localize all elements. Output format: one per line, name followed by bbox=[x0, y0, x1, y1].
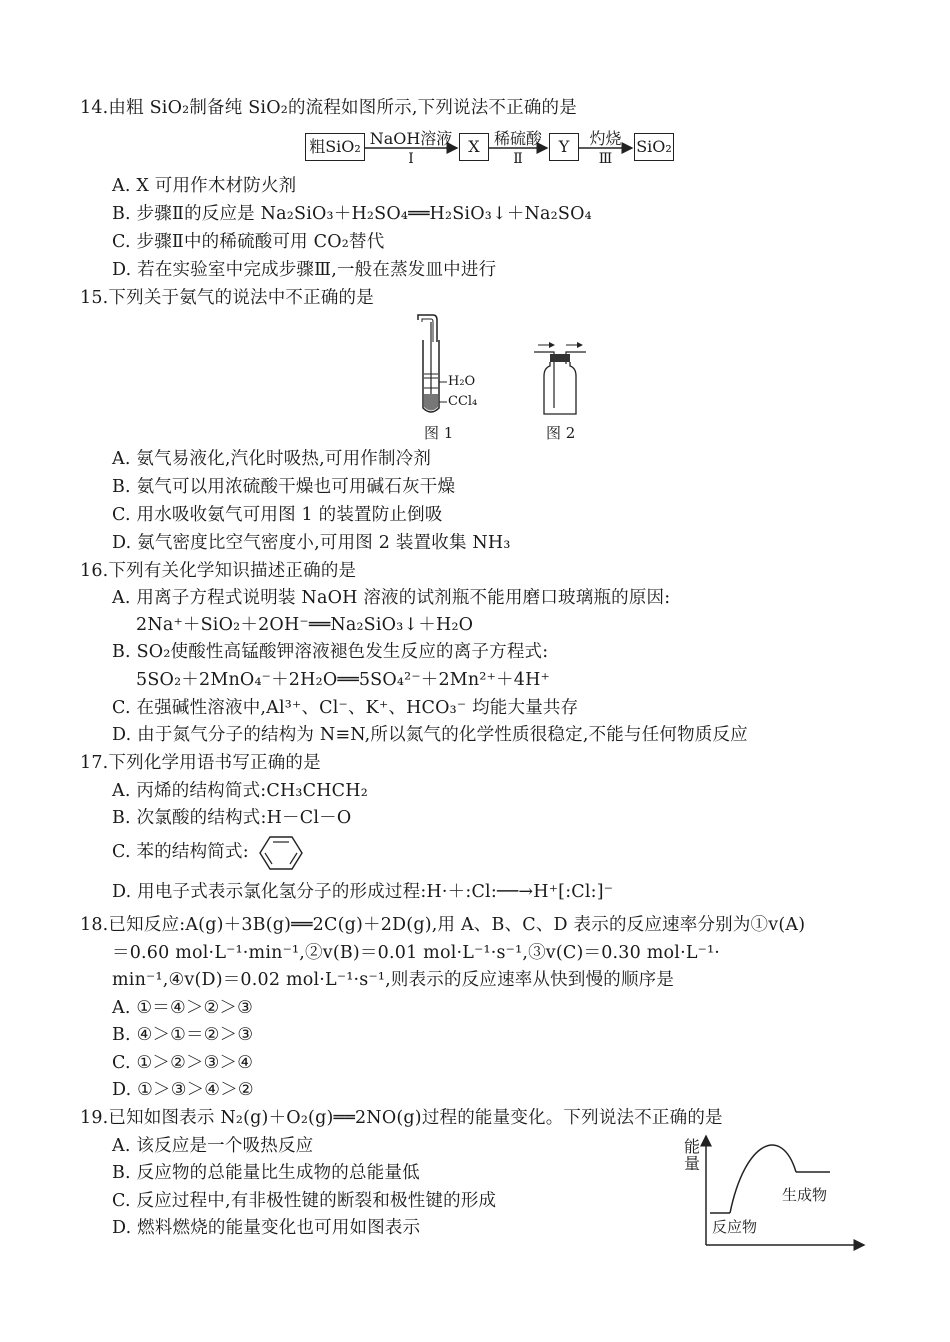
graph-ylabel-1: 能 bbox=[684, 1137, 701, 1156]
q19-option-d: D. 燃料燃烧的能量变化也可用如图表示 bbox=[112, 1218, 421, 1238]
q14-stem: 14.由粗 SiO₂制备纯 SiO₂的流程如图所示,下列说法不正确的是 bbox=[80, 98, 577, 118]
q15-option-b: B. 氨气可以用浓硫酸干燥也可用碱石灰干燥 bbox=[112, 477, 456, 497]
q17-stem: 17.下列化学用语书写正确的是 bbox=[80, 753, 321, 773]
flow-step1-number: Ⅰ bbox=[408, 151, 414, 167]
fig2-gas-bottle-diagram bbox=[530, 338, 590, 423]
q19-option-b: B. 反应物的总能量比生成物的总能量低 bbox=[112, 1163, 420, 1183]
benzene-ring-icon bbox=[258, 834, 304, 872]
q15-stem: 15.下列关于氨气的说法中不正确的是 bbox=[80, 288, 374, 308]
q16-option-c: C. 在强碱性溶液中,Al³⁺、Cl⁻、K⁺、HCO₃⁻ 均能大量共存 bbox=[112, 698, 579, 718]
flow-arrows bbox=[300, 120, 680, 170]
q17-option-c: C. 苯的结构简式: bbox=[112, 842, 249, 862]
q15-option-a: A. 氨气易液化,汽化时吸热,可用作制冷剂 bbox=[112, 449, 432, 469]
q16-option-b-equation: 5SO₂＋2MnO₄⁻＋2H₂O══5SO₄²⁻＋2Mn²⁺＋4H⁺ bbox=[136, 670, 550, 690]
flow-x-box: X bbox=[459, 133, 489, 161]
graph-product-label: 生成物 bbox=[782, 1186, 828, 1204]
q18-option-c: C. ①＞②＞③＞④ bbox=[112, 1053, 254, 1073]
q18-option-b: B. ④＞①＝②＞③ bbox=[112, 1025, 254, 1045]
q16-option-b: B. SO₂使酸性高锰酸钾溶液褪色发生反应的离子方程式: bbox=[112, 642, 549, 662]
graph-ylabel-2: 量 bbox=[684, 1154, 701, 1173]
q19-stem: 19.已知如图表示 N₂(g)＋O₂(g)══2NO(g)过程的能量变化。下列说法不正确的是 bbox=[80, 1108, 723, 1128]
flow-step3-number: Ⅲ bbox=[598, 151, 613, 167]
q14-option-d: D. 若在实验室中完成步骤Ⅲ,一般在蒸发皿中进行 bbox=[112, 260, 497, 280]
q16-option-a-equation: 2Na⁺＋SiO₂＋2OH⁻══Na₂SiO₃↓＋H₂O bbox=[136, 615, 474, 635]
q14-option-a: A. X 可用作木材防火剂 bbox=[112, 176, 297, 196]
flow-step3-reagent: 灼烧 bbox=[589, 129, 622, 148]
fig1-label-ccl4: CCl₄ bbox=[448, 394, 478, 409]
flow-step2-reagent: 稀硫酸 bbox=[493, 129, 542, 148]
q18-stem-line1: 18.已知反应:A(g)＋3B(g)══2C(g)＋2D(g),用 A、B、C、D 表示的反应速率分别为①v(A) bbox=[80, 915, 806, 935]
flow-end-box: SiO₂ bbox=[634, 133, 674, 161]
fig2-caption: 图 2 bbox=[546, 424, 576, 442]
fig1-label-water: H₂O bbox=[448, 374, 476, 389]
q16-stem: 16.下列有关化学知识描述正确的是 bbox=[80, 561, 357, 581]
q18-option-d: D. ①＞③＞④＞② bbox=[112, 1080, 254, 1100]
q16-option-a: A. 用离子方程式说明装 NaOH 溶液的试剂瓶不能用磨口玻璃瓶的原因: bbox=[112, 588, 671, 608]
q14-option-c: C. 步骤Ⅱ中的稀硫酸可用 CO₂替代 bbox=[112, 232, 385, 252]
q17-option-a: A. 丙烯的结构简式:CH₃CHCH₂ bbox=[112, 781, 368, 801]
q15-option-c: C. 用水吸收氨气可用图 1 的装置防止倒吸 bbox=[112, 505, 443, 525]
q18-stem-line2: ＝0.60 mol·L⁻¹·min⁻¹,②v(B)＝0.01 mol·L⁻¹·s⁻¹,③v(C)＝0.30 mol·L⁻¹· bbox=[112, 943, 721, 963]
q18-option-a: A. ①＝④＞②＞③ bbox=[112, 998, 254, 1018]
q17-option-b: B. 次氯酸的结构式:H－Cl－O bbox=[112, 808, 352, 828]
q14-option-b: B. 步骤Ⅱ的反应是 Na₂SiO₃＋H₂SO₄══H₂SiO₃↓＋Na₂SO₄ bbox=[112, 204, 592, 224]
q17-option-d: D. 用电子式表示氯化氢分子的形成过程:H·＋:Cl:──→H⁺[:Cl:]⁻ bbox=[112, 882, 614, 902]
graph-reactant-label: 反应物 bbox=[712, 1218, 758, 1236]
flow-y-box: Y bbox=[549, 133, 579, 161]
q16-option-d: D. 由于氮气分子的结构为 N≡N,所以氮气的化学性质很稳定,不能与任何物质反应 bbox=[112, 725, 748, 745]
q18-stem-line3: min⁻¹,④v(D)＝0.02 mol·L⁻¹·s⁻¹,则表示的反应速率从快到慢的顺序是 bbox=[112, 970, 675, 990]
q19-option-c: C. 反应过程中,有非极性键的断裂和极性键的形成 bbox=[112, 1191, 497, 1211]
flow-step1-reagent: NaOH溶液 bbox=[369, 129, 453, 148]
fig1-caption: 图 1 bbox=[424, 424, 454, 442]
flow-start-box: 粗SiO₂ bbox=[305, 133, 365, 161]
q15-option-d: D. 氨气密度比空气密度小,可用图 2 装置收集 NH₃ bbox=[112, 533, 511, 553]
flow-step2-number: Ⅱ bbox=[513, 151, 523, 167]
q19-option-a: A. 该反应是一个吸热反应 bbox=[112, 1136, 314, 1156]
